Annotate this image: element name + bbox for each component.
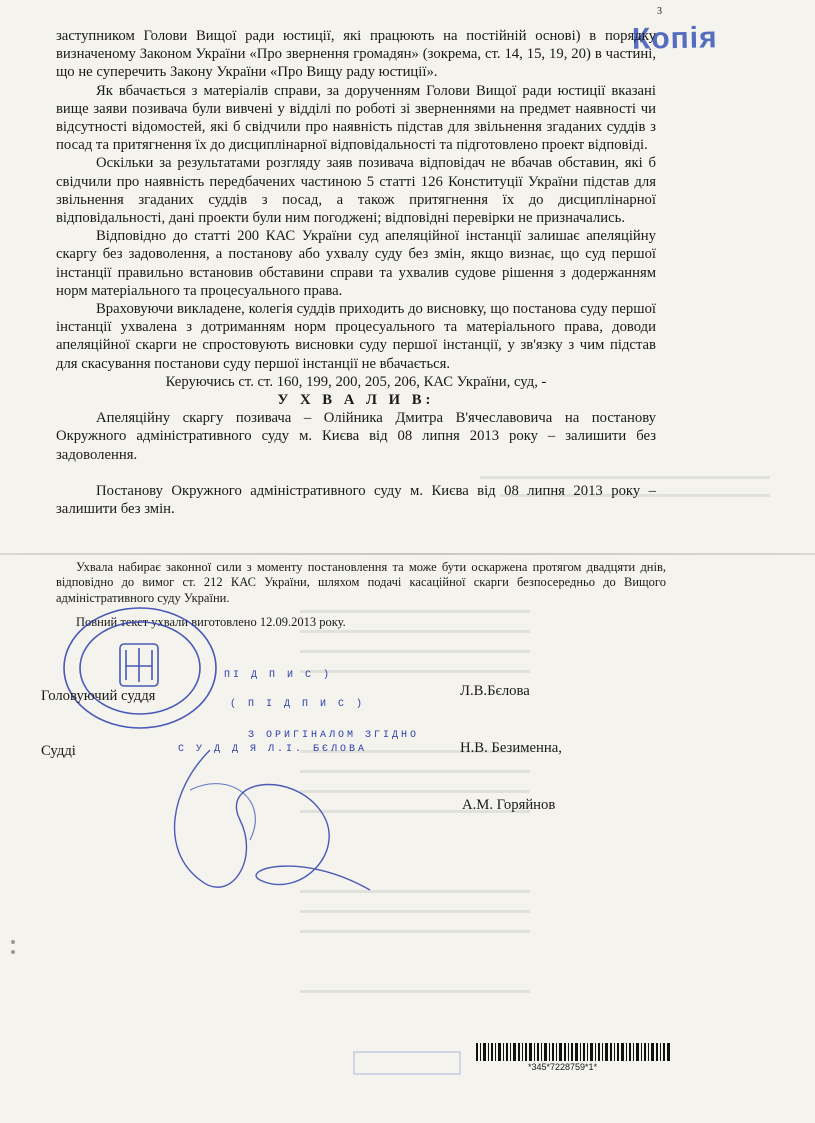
paragraph: Оскільки за результатами розгляду заяв позивача відповідач не вбачав обставин, які б свідчили про наявність передбачених частиною 5 статті 126 Конституції України підстав для звільнення згаданих суддів з посад, а також притягнення їх до дисциплінарної відповідальності, дані проекти були ним погоджені; відповідні перевірки не призначались.: [56, 155, 656, 227]
barcode-icon: [476, 1043, 672, 1061]
handwritten-signature-icon: [150, 730, 400, 910]
full-text-note: Повний текст ухвали виготовлено 12.09.2013 року.: [76, 615, 346, 630]
decision-title: У Х В А Л И В:: [277, 392, 435, 409]
paragraph: Як вбачається з матеріалів справи, за дорученням Голови Вищої ради юстиції вказані вище заяви позивача були вивчені у відділі по роботі зі зверненнями на предмет наявності чи відсутності відомостей, які б свідчили про наявність підстав для звільнення згаданих суддів з посад та притягнення їх до дисциплінарної відповідальності та підготовлено проект відповіді.: [56, 82, 656, 154]
decision-paragraph: Апеляційну скаргу позивача – Олійника Дмитра В'ячеславовича на постанову Окружного адміністративного суду м. Києва від 08 липня 2013 року – залишити без задоволення.: [56, 410, 656, 463]
faint-stamp-icon: [352, 1050, 462, 1076]
judge-stamp: С У Д Д Я Л.І. БЄЛОВА: [178, 744, 368, 755]
judges-label: Судді: [41, 743, 76, 759]
page-number: 3: [657, 6, 662, 17]
presiding-judge-name: Л.В.Бєлова: [460, 683, 530, 699]
judge-name: А.М. Горяйнов: [462, 797, 556, 813]
decision-paragraph: Постанову Окружного адміністративного суду м. Києва від 08 липня 2013 року – залишити без змін.: [56, 482, 656, 518]
judge-name: Н.В. Безименна,: [460, 740, 562, 756]
main-text: [56, 27, 656, 518]
barcode-number: *345*7228759*1*: [528, 1062, 598, 1072]
effect-note: Ухвала набирає законної сили з моменту постановлення та може бути оскаржена протягом двадцяти днів, відповідно до вимог ст. 212 КАС України, шляхом подачі касаційної скарги безпосередньо до Вищого адміністративного суду України.: [56, 560, 666, 605]
signed-stamp: ( П І Д П И С ): [230, 699, 366, 710]
paragraph: Враховуючи викладене, колегія суддів приходить до висновку, що постанова суду першої інстанції ухвалена з дотриманням норм процесуального та матеріального права, доводи апеляційної скарги не спростовують висновки суду першої інстанції, у зв'язку з чим підстав для скасування постанови суду першої інстанції не вбачається.: [56, 301, 656, 372]
presiding-judge-label: Головуючий суддя: [41, 688, 156, 704]
signed-stamp: ПІ Д П И С ): [224, 670, 333, 681]
paragraph: заступником Голови Вищої ради юстиції, які працюють на постійній основі) в порядку визначеному Законом України «Про звернення громадян» (зокрема, ст. 14, 15, 19, 20) в частині, що не суперечить Закону України «Про Вищу раду юстиції».: [56, 28, 656, 81]
guided-by-line: Керуючись ст. ст. 160, 199, 200, 205, 206, КАС України, суд, -: [165, 373, 547, 390]
page-fold-line: [0, 553, 815, 555]
punch-mark-icon: [6, 938, 20, 958]
copy-certified-stamp: З ОРИГІНАЛОМ ЗГІДНО: [248, 730, 420, 741]
paragraph: Відповідно до статті 200 КАС України суд апеляційної інстанції залишає апеляційну скаргу без задоволення, а постанову або ухвалу суду без змін, якщо визнає, що суд першої інстанції правильно встановив обставини справи та ухвалив судове рішення з додержанням норм матеріального та процесуального права.: [56, 228, 656, 299]
copy-stamp: Копія: [631, 21, 718, 56]
court-seal-icon: [60, 602, 230, 732]
